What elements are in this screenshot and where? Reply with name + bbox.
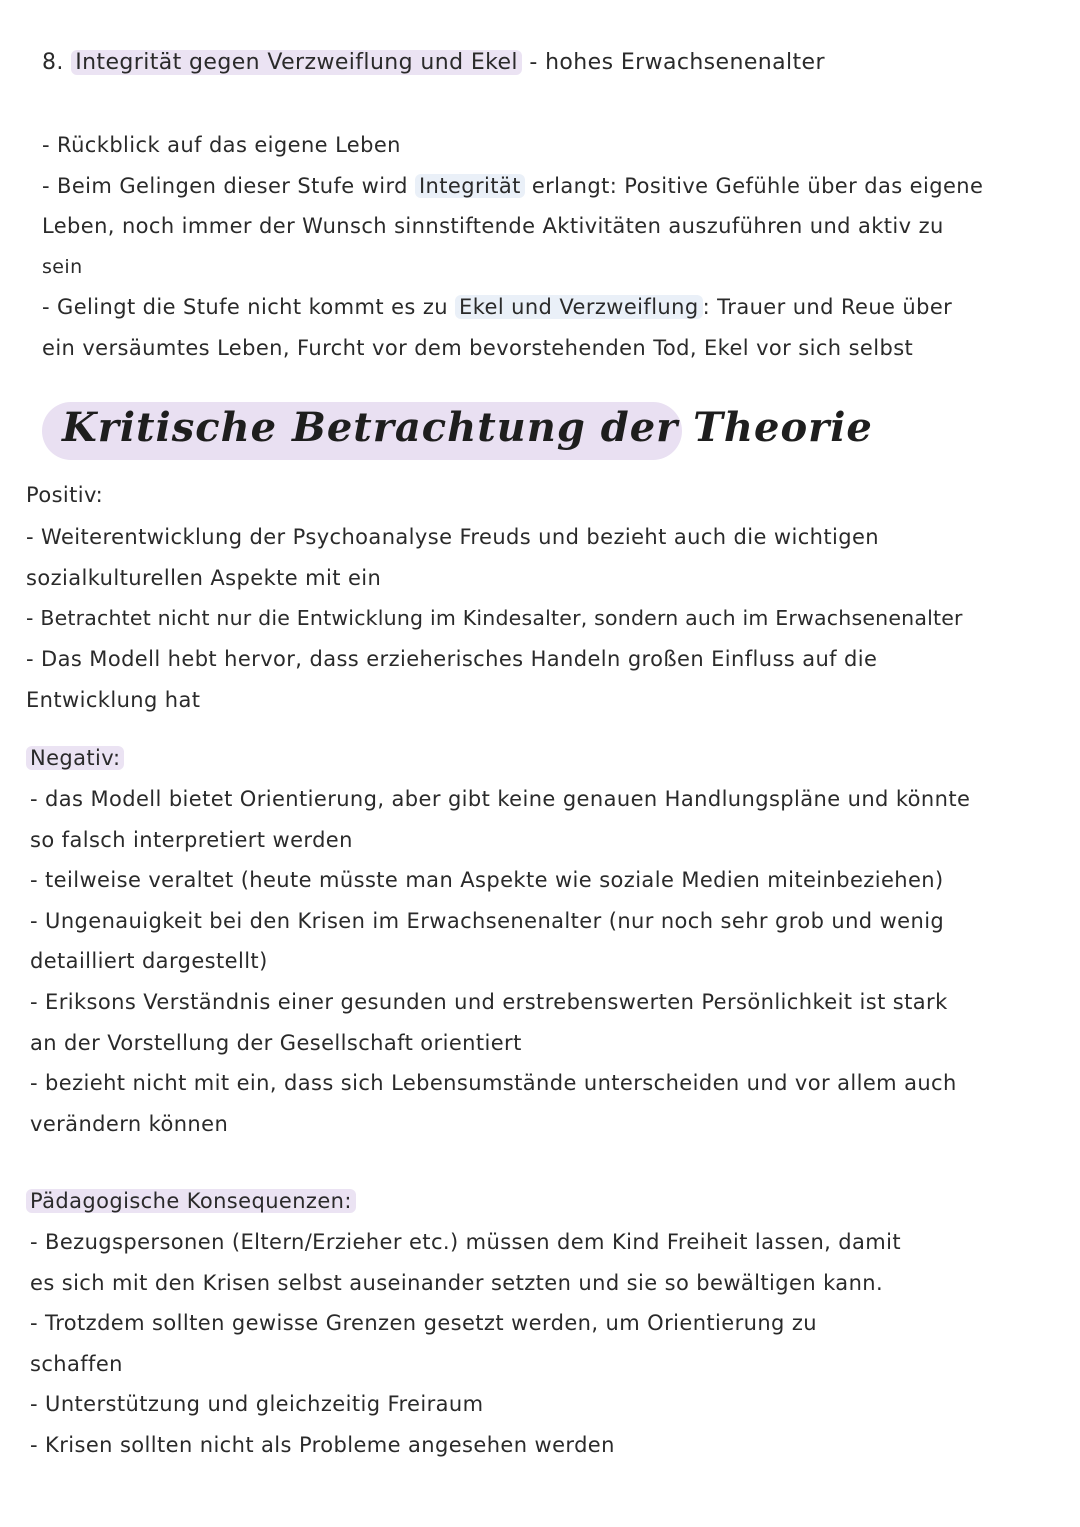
stage-line-4: sein	[42, 256, 83, 278]
paed-label-text: Pädagogische Konsequenzen:	[26, 1189, 356, 1213]
ekel-highlight: Ekel und Verzweiflung	[455, 295, 703, 319]
negativ-line-6: - Eriksons Verständnis einer gesunden und erstrebenswerten Persönlichkeit ist stark	[30, 990, 948, 1014]
paed-line-2: es sich mit den Krisen selbst auseinander setzten und sie so bewältigen kann.	[30, 1271, 884, 1295]
paed-line-5: - Unterstützung und gleichzeitig Freiraum	[30, 1392, 484, 1416]
negativ-label	[26, 743, 124, 773]
negativ-line-7: an der Vorstellung der Gesellschaft orientiert	[30, 1031, 522, 1055]
paed-line-4: schaffen	[30, 1352, 123, 1376]
stage-line-1: - Rückblick auf das eigene Leben	[42, 133, 401, 157]
stage-line-2	[42, 171, 983, 201]
positiv-line-3: - Betrachtet nicht nur die Entwicklung im Kindesalter, sondern auch im Erwachsenenalter	[26, 606, 963, 630]
stage-subtitle: - hohes Erwachsenenalter	[529, 50, 825, 75]
paed-line-6: - Krisen sollten nicht als Probleme angesehen werden	[30, 1433, 615, 1457]
positiv-line-4: - Das Modell hebt hervor, dass erzieherisches Handeln großen Einfluss auf die	[26, 647, 878, 671]
positiv-label: Positiv:	[26, 483, 104, 507]
paed-line-1: - Bezugspersonen (Eltern/Erzieher etc.) müssen dem Kind Freiheit lassen, damit	[30, 1230, 902, 1254]
stage-line-2-a: - Beim Gelingen dieser Stufe wird	[42, 174, 415, 198]
integritaet-highlight: Integrität	[415, 174, 525, 198]
section-heading: Kritische Betrachtung der Theorie	[62, 404, 873, 451]
paed-line-3: - Trotzdem sollten gewisse Grenzen gesetzt werden, um Orientierung zu	[30, 1311, 817, 1335]
positiv-line-2: sozialkulturellen Aspekte mit ein	[26, 566, 382, 590]
negativ-line-2: so falsch interpretiert werden	[30, 828, 353, 852]
positiv-line-1: - Weiterentwicklung der Psychoanalyse Freuds und bezieht auch die wichtigen	[26, 525, 880, 549]
stage-line-5-a: - Gelingt die Stufe nicht kommt es zu	[42, 295, 456, 319]
stage-line-5	[42, 292, 952, 322]
stage-number: 8.	[42, 50, 64, 75]
negativ-line-8: - bezieht nicht mit ein, dass sich Lebensumstände unterscheiden und vor allem auch	[30, 1071, 957, 1095]
stage-line-5-c: : Trauer und Reue über	[702, 295, 953, 319]
positiv-line-5: Entwicklung hat	[26, 688, 201, 712]
stage-line-6: ein versäumtes Leben, Furcht vor dem bevorstehenden Tod, Ekel vor sich selbst	[42, 336, 914, 360]
negativ-line-1: - das Modell bietet Orientierung, aber gibt keine genauen Handlungspläne und könnte	[30, 787, 971, 811]
stage-heading	[42, 48, 825, 78]
stage-title: Integrität gegen Verzweiflung und Ekel	[71, 50, 522, 75]
stage-line-2-c: erlangt: Positive Gefühle über das eigene	[524, 174, 984, 198]
stage-line-3: Leben, noch immer der Wunsch sinnstiftende Aktivitäten auszuführen und aktiv zu	[42, 214, 944, 238]
negativ-line-3: - teilweise veraltet (heute müsste man Aspekte wie soziale Medien miteinbeziehen)	[30, 868, 944, 892]
negativ-label-text: Negativ:	[26, 746, 124, 770]
negativ-line-5: detailliert dargestellt)	[30, 949, 268, 973]
paed-label	[26, 1186, 356, 1216]
negativ-line-9: verändern können	[30, 1112, 229, 1136]
negativ-line-4: - Ungenauigkeit bei den Krisen im Erwachsenenalter (nur noch sehr grob und wenig	[30, 909, 945, 933]
